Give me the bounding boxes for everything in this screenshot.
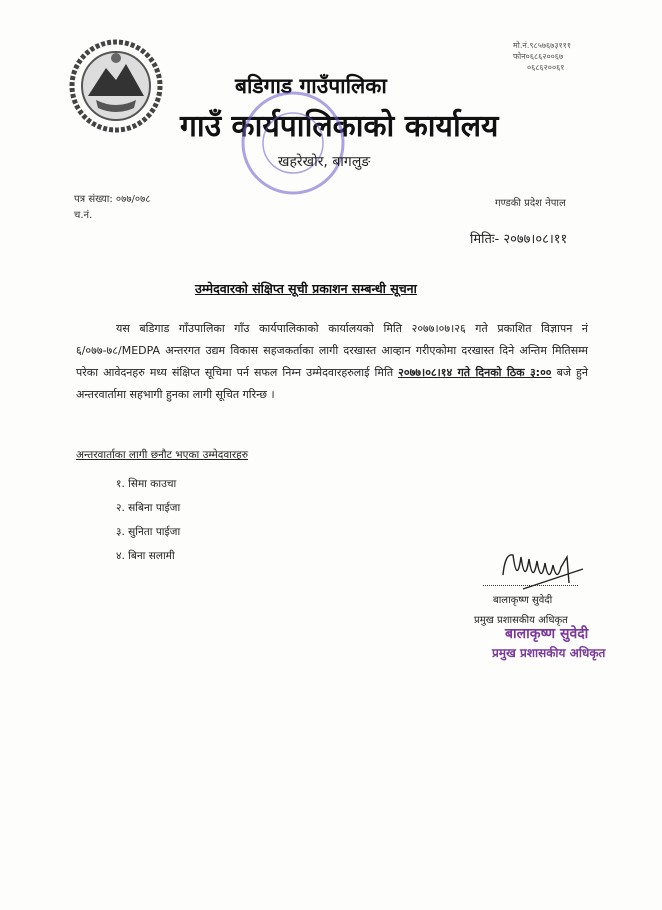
body-text: यस बडिगाड गाँउपालिका गाँउ कार्यपालिकाको कार्यालयको मिति २०७७।०७।२६ गते प्रकाशित विज्ञापन नं ६/०७७-७८/MEDPA अन्तरगत उद्यम विकास सहजकर्ताका लागी दरखास्त आव्हान गरीएकोमा दरखास्त दिने अन्तिम मितिसम्म परेका आवेदनहरु मध्य संक्षिप्त सूचिमा पर्न सफल निम्न उम्मेदवारहरुलाई मिति bbox=[76, 322, 588, 379]
list-item: ४. बिना सलामी bbox=[116, 550, 175, 562]
signature-line bbox=[483, 585, 578, 586]
nepal-emblem-logo bbox=[68, 38, 164, 134]
dispatch-number: च.नं. bbox=[74, 210, 93, 221]
municipality-name: बडिगाड गाउँपालिका bbox=[235, 74, 387, 98]
signatory-title: प्रमुख प्रशासकीय अधिकृत bbox=[474, 615, 568, 626]
list-item: २. सबिना पाईजा bbox=[116, 502, 181, 514]
reference-info bbox=[74, 192, 151, 224]
office-name: गाउँ कार्यपालिकाको कार्यालय bbox=[180, 109, 499, 144]
phone-number: फोन०६८६२००६७ bbox=[513, 52, 564, 61]
office-address: खहरेखोर, बागलुङ bbox=[278, 154, 371, 170]
signatory-name: बालाकृष्ण सुवेदी bbox=[493, 595, 553, 606]
letter-number: पत्र संख्या: ०७७/०७८ bbox=[74, 194, 151, 205]
office-seal-stamp bbox=[238, 88, 348, 198]
handwritten-signature bbox=[483, 545, 593, 595]
list-item: १. सिमा काउचा bbox=[116, 478, 177, 490]
letter-date: मितिः- २०७७।०८।११ bbox=[470, 232, 568, 247]
name-stamp: बालाकृष्ण सुवेदी bbox=[505, 626, 589, 642]
title-stamp: प्रमुख प्रशासकीय अधिकृत bbox=[492, 646, 606, 660]
phone-number-2: ०६८६२००६१ bbox=[527, 63, 565, 72]
body-text-end: बजे हुने अन्तरवार्तामा सहभागी हुनका लागी सूचित गरिन्छ । bbox=[76, 366, 588, 401]
mobile-number: मो.नं.९८५७६७३१११ bbox=[513, 41, 571, 50]
candidate-list bbox=[116, 472, 180, 568]
notice-subject: उम्मेदवारको संक्षिप्त सूची प्रकाशन सम्बन्धी सूचना bbox=[195, 281, 417, 296]
province-label: गण्डकी प्रदेश नेपाल bbox=[495, 198, 566, 209]
interview-datetime: २०७७।०८।१४ गते दिनको ठिक ३:०० bbox=[398, 366, 552, 379]
contact-info bbox=[513, 40, 571, 73]
notice-body bbox=[76, 318, 588, 406]
list-item: ३. सुनिता पाईजा bbox=[116, 526, 181, 538]
candidate-list-title: अन्तरवार्ताका लागी छनौट भएका उम्मेदवारहरु bbox=[76, 449, 249, 461]
